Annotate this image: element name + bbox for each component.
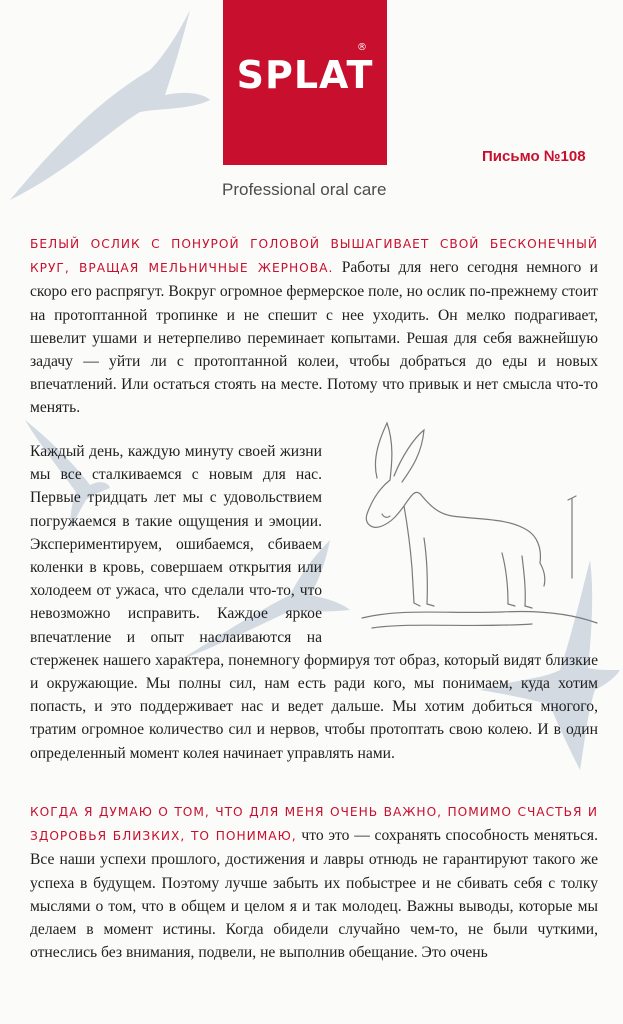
brand-logo [223, 0, 387, 165]
logo-text: SPLAT [236, 52, 374, 97]
paragraph-3 [30, 800, 598, 964]
paragraph-body: что это — сохранять способность меняться. Все наши успехи прошлого, достижения и лавры отнюдь не гарантируют такого же успеха в будущем. Поэтому лучше забыть их побыстрее и не сбивать себя с толку мыслями о том, что в общем и целом я и так молодец. Важны выводы, которые мы делаем в момент истины. Когда обидели случайно чем-то, не были чуткими, отнеслись без внимания, подвели, не выполнив обещание. Это очень [30, 827, 599, 962]
paragraph-lead: БЕЛЫЙ ОСЛИК С ПОНУРОЙ ГОЛОВОЙ ВЫШАГИВАЕТ СВОЙ БЕСКОНЕЧНЫЙ КРУГ, ВРАЩАЯ МЕЛЬНИЧНЫЕ ЖЕРНОВА. [30, 237, 598, 276]
paragraph-lead: КОГДА Я ДУМАЮ О ТОМ, ЧТО ДЛЯ МЕНЯ ОЧЕНЬ ВАЖНО, ПОМИМО СЧАСТЬЯ И ЗДОРОВЬЯ БЛИЗКИХ, ТО ПОНИМАЮ, [30, 805, 598, 844]
bird-silhouette-icon [0, 0, 215, 215]
paragraph-body: Каждый день, каждую минуту своей жизни мы все сталкиваемся с новым для нас. Первые тридцать лет мы с удовольствием погружаемся в такие ощущения и эмоции. Экспериментируем, ошибаемся, сбиваем коленки в кровь, совершаем открытия или холодеем от ужаса, что сделали что-то, что невозможно исправить. Каждое яркое впечатление и опыт наслаиваются на стерженек нашего характера, понемногу формируя тот образ, который видят близкие и окружающие. Мы полны сил, нам есть ради кого, мы понимаем, куда хотим попасть, и это поддерживает нас и ведет дальше. Мы хотим добиться многого, тратим огромное количество сил и нервов, чтобы протоптать свою колею. И в один определенный момент колея начинает управлять нами. [30, 443, 598, 762]
brand-tagline: Professional oral care [222, 180, 387, 199]
paragraph-1 [30, 232, 598, 420]
illustration-spacer [330, 440, 598, 648]
paragraph-2 [30, 440, 598, 765]
registered-mark: ® [357, 42, 367, 53]
letter-number: Письмо №108 [482, 148, 586, 165]
paragraph-body: Работы для него сегодня немного и скоро его распрягут. Вокруг огромное фермерское поле, но ослик по-прежнему стоит на протоптанной тропинке и не спешит с нее уходить. Он мелко подрагивает, шевелит ушами и нетерпеливо переминает копытами. Решая для себя важнейшую задачу — уйти ли с протоптанной колеи, чтобы добраться до еды и новых впечатлений. Или остаться стоять на месте. Потому что привык и нет смысла что-то менять. [30, 259, 598, 417]
